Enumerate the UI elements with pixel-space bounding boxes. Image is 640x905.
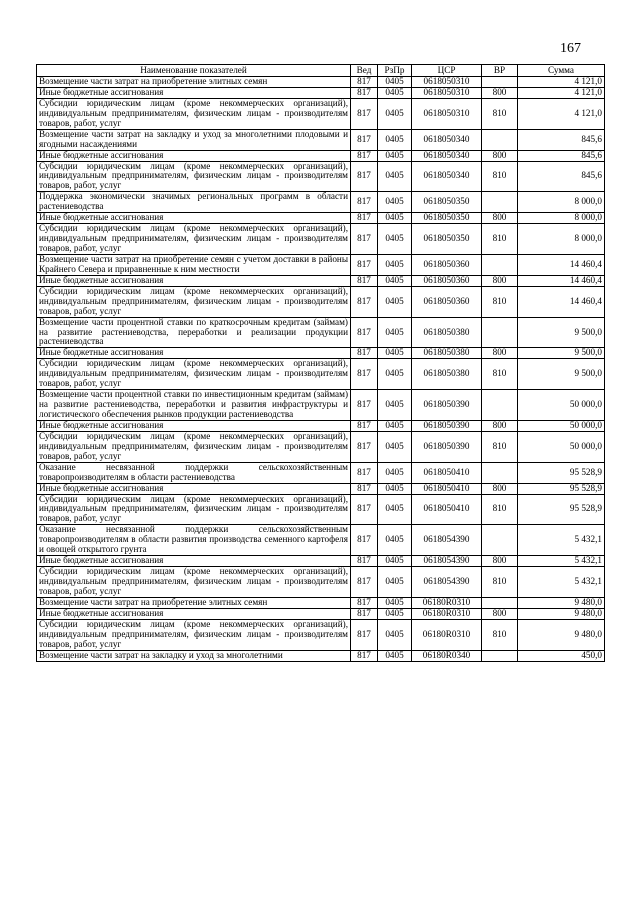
- cell-rzpr: 0405: [378, 608, 412, 619]
- cell-vr: 800: [482, 150, 518, 161]
- cell-sum: 845,6: [518, 161, 605, 192]
- cell-sum: 95 528,9: [518, 483, 605, 494]
- cell-name: Иные бюджетные ассигнования: [37, 150, 351, 161]
- cell-name: Возмещение части затрат на приобретение элитных семян: [37, 77, 351, 88]
- cell-name: Иные бюджетные ассигнования: [37, 483, 351, 494]
- cell-ved: 817: [351, 420, 378, 431]
- cell-csr: 0618050310: [412, 87, 482, 98]
- cell-name: Возмещение части затрат на закладку и уход за многолетними: [37, 650, 351, 661]
- cell-csr: 0618050310: [412, 77, 482, 88]
- cell-csr: 06180R0310: [412, 619, 482, 650]
- cell-vr: 800: [482, 556, 518, 567]
- cell-ved: 817: [351, 483, 378, 494]
- cell-ved: 817: [351, 213, 378, 224]
- cell-rzpr: 0405: [378, 129, 412, 150]
- cell-csr: 0618050380: [412, 359, 482, 390]
- table-row: [37, 462, 605, 483]
- cell-csr: 0618050380: [412, 348, 482, 359]
- cell-sum: 50 000,0: [518, 431, 605, 462]
- cell-sum: 8 000,0: [518, 192, 605, 213]
- table-row: [37, 254, 605, 275]
- table-row: [37, 597, 605, 608]
- cell-ved: 817: [351, 129, 378, 150]
- cell-ved: 817: [351, 224, 378, 255]
- cell-name: Поддержка экономически значимых региональных программ в области растениеводства: [37, 192, 351, 213]
- cell-sum: 9 480,0: [518, 597, 605, 608]
- cell-sum: 845,6: [518, 150, 605, 161]
- table-row: [37, 150, 605, 161]
- cell-name: Субсидии юридическим лицам (кроме некоммерческих организаций), индивидуальным предпринимателям, физическим лицам - производителям товаров, работ, услуг: [37, 567, 351, 598]
- cell-vr: 810: [482, 567, 518, 598]
- cell-ved: 817: [351, 650, 378, 661]
- budget-table: [36, 64, 605, 662]
- cell-rzpr: 0405: [378, 619, 412, 650]
- cell-ved: 817: [351, 317, 378, 348]
- cell-sum: 9 480,0: [518, 608, 605, 619]
- cell-rzpr: 0405: [378, 359, 412, 390]
- table-row: [37, 348, 605, 359]
- cell-name: Оказание несвязанной поддержки сельскохозяйственным товаропроизводителям в области развития производства семенного картофеля и овощей открытого грунта: [37, 525, 351, 556]
- cell-sum: 5 432,1: [518, 567, 605, 598]
- cell-rzpr: 0405: [378, 483, 412, 494]
- cell-csr: 0618050340: [412, 129, 482, 150]
- cell-csr: 0618054390: [412, 556, 482, 567]
- cell-rzpr: 0405: [378, 462, 412, 483]
- cell-csr: 0618050410: [412, 462, 482, 483]
- cell-vr: [482, 390, 518, 421]
- cell-ved: 817: [351, 359, 378, 390]
- cell-rzpr: 0405: [378, 567, 412, 598]
- cell-rzpr: 0405: [378, 87, 412, 98]
- cell-name: Оказание несвязанной поддержки сельскохозяйственным товаропроизводителям в области растениеводства: [37, 462, 351, 483]
- cell-csr: 0618054390: [412, 525, 482, 556]
- cell-name: Возмещение части процентной ставки по инвестиционным кредитам (займам) на развитие растениеводства, переработки и развития инфраструктуры и логистического обеспечения рынков продукции растениеводства: [37, 390, 351, 421]
- cell-rzpr: 0405: [378, 192, 412, 213]
- cell-rzpr: 0405: [378, 161, 412, 192]
- table-row: [37, 525, 605, 556]
- cell-ved: 817: [351, 608, 378, 619]
- cell-csr: 0618050350: [412, 213, 482, 224]
- cell-name: Субсидии юридическим лицам (кроме некоммерческих организаций), индивидуальным предпринимателям, физическим лицам - производителям товаров, работ, услуг: [37, 431, 351, 462]
- cell-vr: 800: [482, 608, 518, 619]
- header-rzpr: РзПр: [378, 65, 412, 77]
- header-vr: ВР: [482, 65, 518, 77]
- cell-name: Субсидии юридическим лицам (кроме некоммерческих организаций), индивидуальным предпринимателям, физическим лицам - производителям товаров, работ, услуг: [37, 161, 351, 192]
- cell-ved: 817: [351, 87, 378, 98]
- table-row: [37, 608, 605, 619]
- cell-name: Иные бюджетные ассигнования: [37, 348, 351, 359]
- cell-vr: 810: [482, 161, 518, 192]
- cell-vr: [482, 597, 518, 608]
- cell-ved: 817: [351, 98, 378, 129]
- table-row: [37, 567, 605, 598]
- cell-csr: 0618050340: [412, 150, 482, 161]
- cell-vr: 810: [482, 431, 518, 462]
- cell-rzpr: 0405: [378, 77, 412, 88]
- cell-ved: 817: [351, 150, 378, 161]
- cell-sum: 4 121,0: [518, 98, 605, 129]
- cell-csr: 0618050390: [412, 390, 482, 421]
- cell-name: Иные бюджетные ассигнования: [37, 556, 351, 567]
- cell-rzpr: 0405: [378, 275, 412, 286]
- cell-csr: 0618054390: [412, 567, 482, 598]
- cell-rzpr: 0405: [378, 254, 412, 275]
- cell-sum: 9 500,0: [518, 359, 605, 390]
- cell-rzpr: 0405: [378, 597, 412, 608]
- cell-vr: 810: [482, 359, 518, 390]
- cell-vr: [482, 650, 518, 661]
- cell-vr: 810: [482, 98, 518, 129]
- cell-name: Субсидии юридическим лицам (кроме некоммерческих организаций), индивидуальным предпринимателям, физическим лицам - производителям товаров, работ, услуг: [37, 359, 351, 390]
- cell-ved: 817: [351, 192, 378, 213]
- cell-name: Субсидии юридическим лицам (кроме некоммерческих организаций), индивидуальным предпринимателям, физическим лицам - производителям товаров, работ, услуг: [37, 494, 351, 525]
- cell-ved: 817: [351, 77, 378, 88]
- cell-ved: 817: [351, 390, 378, 421]
- cell-rzpr: 0405: [378, 556, 412, 567]
- cell-csr: 0618050310: [412, 98, 482, 129]
- cell-csr: 0618050380: [412, 317, 482, 348]
- cell-csr: 0618050360: [412, 286, 482, 317]
- table-row: [37, 77, 605, 88]
- cell-vr: [482, 525, 518, 556]
- cell-vr: 810: [482, 224, 518, 255]
- header-sum: Сумма: [518, 65, 605, 77]
- table-row: [37, 192, 605, 213]
- cell-vr: 800: [482, 348, 518, 359]
- cell-sum: 5 432,1: [518, 556, 605, 567]
- table-row: [37, 317, 605, 348]
- cell-vr: 800: [482, 87, 518, 98]
- cell-sum: 50 000,0: [518, 420, 605, 431]
- cell-csr: 06180R0340: [412, 650, 482, 661]
- table-row: [37, 431, 605, 462]
- table-row: [37, 213, 605, 224]
- table-row: [37, 98, 605, 129]
- cell-csr: 0618050360: [412, 254, 482, 275]
- cell-sum: 14 460,4: [518, 275, 605, 286]
- cell-rzpr: 0405: [378, 224, 412, 255]
- cell-ved: 817: [351, 286, 378, 317]
- table-row: [37, 619, 605, 650]
- cell-sum: 4 121,0: [518, 77, 605, 88]
- cell-ved: 817: [351, 619, 378, 650]
- header-name: Наименование показателей: [37, 65, 351, 77]
- cell-name: Субсидии юридическим лицам (кроме некоммерческих организаций), индивидуальным предпринимателям, физическим лицам - производителям товаров, работ, услуг: [37, 286, 351, 317]
- table-row: [37, 390, 605, 421]
- cell-csr: 0618050390: [412, 420, 482, 431]
- cell-rzpr: 0405: [378, 286, 412, 317]
- cell-vr: 800: [482, 275, 518, 286]
- cell-ved: 817: [351, 348, 378, 359]
- cell-sum: 8 000,0: [518, 224, 605, 255]
- cell-sum: 5 432,1: [518, 525, 605, 556]
- cell-ved: 817: [351, 567, 378, 598]
- header-ved: Вед: [351, 65, 378, 77]
- cell-vr: [482, 317, 518, 348]
- table-row: [37, 650, 605, 661]
- cell-ved: 817: [351, 431, 378, 462]
- cell-ved: 817: [351, 597, 378, 608]
- cell-vr: [482, 254, 518, 275]
- cell-rzpr: 0405: [378, 213, 412, 224]
- cell-name: Возмещение части затрат на приобретение элитных семян: [37, 597, 351, 608]
- cell-ved: 817: [351, 254, 378, 275]
- table-row: [37, 129, 605, 150]
- cell-csr: 0618050350: [412, 224, 482, 255]
- table-row: [37, 87, 605, 98]
- page-number: 167: [560, 41, 581, 56]
- cell-vr: [482, 129, 518, 150]
- header-csr: ЦСР: [412, 65, 482, 77]
- cell-ved: 817: [351, 494, 378, 525]
- cell-sum: 95 528,9: [518, 462, 605, 483]
- cell-sum: 95 528,9: [518, 494, 605, 525]
- cell-csr: 0618050350: [412, 192, 482, 213]
- cell-rzpr: 0405: [378, 348, 412, 359]
- cell-rzpr: 0405: [378, 98, 412, 129]
- cell-sum: 9 480,0: [518, 619, 605, 650]
- cell-vr: [482, 77, 518, 88]
- cell-name: Иные бюджетные ассигнования: [37, 608, 351, 619]
- cell-sum: 9 500,0: [518, 348, 605, 359]
- cell-vr: 810: [482, 619, 518, 650]
- table-row: [37, 556, 605, 567]
- cell-vr: [482, 462, 518, 483]
- cell-rzpr: 0405: [378, 525, 412, 556]
- cell-name: Возмещение части затрат на закладку и уход за многолетними плодовыми и ягодными насаждениями: [37, 129, 351, 150]
- cell-ved: 817: [351, 275, 378, 286]
- cell-csr: 06180R0310: [412, 608, 482, 619]
- table-row: [37, 286, 605, 317]
- cell-name: Иные бюджетные ассигнования: [37, 275, 351, 286]
- cell-rzpr: 0405: [378, 650, 412, 661]
- cell-sum: 450,0: [518, 650, 605, 661]
- cell-sum: 14 460,4: [518, 286, 605, 317]
- cell-vr: 800: [482, 483, 518, 494]
- cell-ved: 817: [351, 462, 378, 483]
- cell-rzpr: 0405: [378, 317, 412, 348]
- cell-csr: 06180R0310: [412, 597, 482, 608]
- cell-ved: 817: [351, 556, 378, 567]
- cell-name: Возмещение части процентной ставки по краткосрочным кредитам (займам) на развитие растениеводства, переработки и реализации продукции растениеводства: [37, 317, 351, 348]
- cell-rzpr: 0405: [378, 390, 412, 421]
- cell-csr: 0618050360: [412, 275, 482, 286]
- table-row: [37, 359, 605, 390]
- table-row: [37, 275, 605, 286]
- table-header-row: [37, 65, 605, 77]
- cell-name: Иные бюджетные ассигнования: [37, 87, 351, 98]
- table-row: [37, 494, 605, 525]
- cell-csr: 0618050390: [412, 431, 482, 462]
- cell-ved: 817: [351, 525, 378, 556]
- cell-sum: 4 121,0: [518, 87, 605, 98]
- cell-csr: 0618050410: [412, 483, 482, 494]
- cell-rzpr: 0405: [378, 431, 412, 462]
- table-row: [37, 420, 605, 431]
- cell-vr: 800: [482, 213, 518, 224]
- cell-csr: 0618050410: [412, 494, 482, 525]
- cell-vr: 810: [482, 286, 518, 317]
- table-row: [37, 224, 605, 255]
- table-body: [37, 77, 605, 662]
- cell-csr: 0618050340: [412, 161, 482, 192]
- cell-rzpr: 0405: [378, 150, 412, 161]
- table-row: [37, 161, 605, 192]
- cell-sum: 50 000,0: [518, 390, 605, 421]
- cell-name: Иные бюджетные ассигнования: [37, 213, 351, 224]
- cell-rzpr: 0405: [378, 494, 412, 525]
- cell-vr: 810: [482, 494, 518, 525]
- cell-vr: 800: [482, 420, 518, 431]
- cell-name: Субсидии юридическим лицам (кроме некоммерческих организаций), индивидуальным предпринимателям, физическим лицам - производителям товаров, работ, услуг: [37, 619, 351, 650]
- cell-name: Субсидии юридическим лицам (кроме некоммерческих организаций), индивидуальным предпринимателям, физическим лицам - производителям товаров, работ, услуг: [37, 224, 351, 255]
- table-row: [37, 483, 605, 494]
- cell-ved: 817: [351, 161, 378, 192]
- cell-sum: 9 500,0: [518, 317, 605, 348]
- cell-name: Иные бюджетные ассигнования: [37, 420, 351, 431]
- cell-name: Субсидии юридическим лицам (кроме некоммерческих организаций), индивидуальным предпринимателям, физическим лицам - производителям товаров, работ, услуг: [37, 98, 351, 129]
- cell-sum: 14 460,4: [518, 254, 605, 275]
- cell-vr: [482, 192, 518, 213]
- cell-name: Возмещение части затрат на приобретение семян с учетом доставки в районы Крайнего Севера и приравненные к ним местности: [37, 254, 351, 275]
- cell-sum: 8 000,0: [518, 213, 605, 224]
- cell-rzpr: 0405: [378, 420, 412, 431]
- cell-sum: 845,6: [518, 129, 605, 150]
